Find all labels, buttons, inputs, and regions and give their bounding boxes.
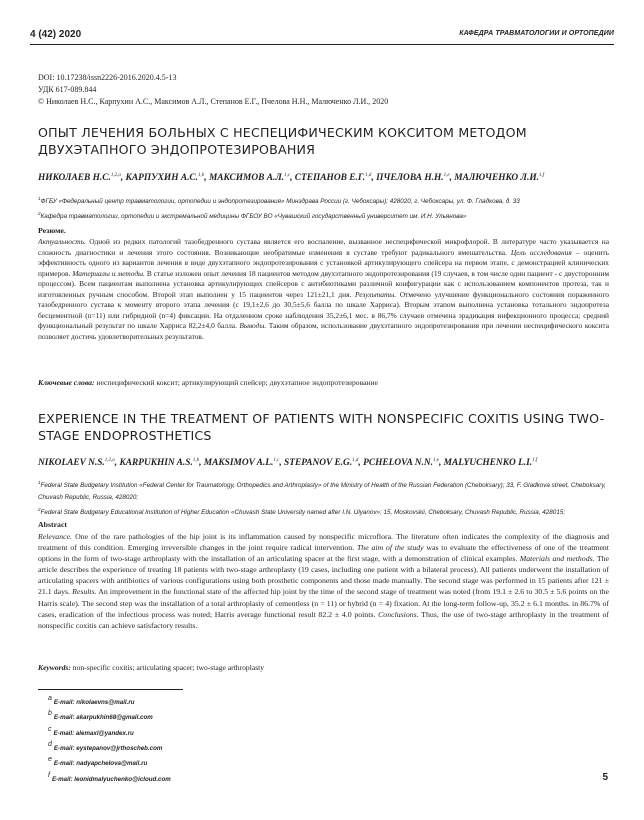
author: MAKSIMOV A.L.$^{1,c}$ xyxy=(203,458,280,469)
footnote-email[interactable]: $^c$E-mail: alemaxl@yandex.ru xyxy=(48,725,134,737)
title-ru: ОПЫТ ЛЕЧЕНИЯ БОЛЬНЫХ С НЕСПЕЦИФИЧЕСКИМ КОКСИТОМ МЕТОДОМ ДВУХЭТАПНОГО ЭНДОПРОТЕЗИРОВАНИЯ xyxy=(38,125,527,157)
title-en: EXPERIENCE IN THE TREATMENT OF PATIENTS WITH NONSPECIFIC COXITIS USING TWO-STAGE ENDOPROSTHETICS xyxy=(38,411,605,443)
affiliation: $^2$Кафедра травматологии, ортопедии и экстремальной медицины ФГБОУ ВО «Чувашский государственный университет им. И.Н. Ульянова» xyxy=(38,211,467,221)
keywords-text-ru: неспецифический коксит; артикулирующий спейсер; двухэтапное эндопротезирование xyxy=(94,378,378,387)
footnote-divider xyxy=(38,689,183,690)
author: МАЛЮЧЕНКО Л.И.$^{1,f}$ xyxy=(454,173,545,184)
abstract-ru: Актуальность. Одной из редких патологий тазобедренного сустава является его воспаление, вызванное неспецифической микрофлорой. В литературе часто указывается на сложность диагностики и лечения этого состояния. Возникающие необратимые изменения в суставе требуют радикального вмешательства. Цель исследования – оценить эффективность одного из вариантов лечения в виде двухэтапного эндопротезирования с установкой артикулирующего спейсера на первом этапе, с демонстрацией клинических примеров. Материалы и методы. В статье изложен опыт лечения 18 пациентов методом двухэтапного эндопротезирования (19 случаев, в том числе один пациент - с двусторонним процессом). Всем пациентам выполнена установка артикулирующих спейсеров с антибиотиками различной конфигурации как с использованием компонентов протеза, так и изготовленных ручным способом. Второй этап выполнен у 15 пациентов через 121±21,1 дня. Результаты. Отмечено улучшение функционального состояния пораженного тазобедренного сустава к моменту второго этапа лечения (с 19,1±2,6 до 30,5±5,6 балла по шкале Харриса). Вторым этапом выполнена установка тотального эндопротеза бесцементной (n=11) или гибридной (n=4) фиксации. На отдаленном сроке наблюдения 35,2±6,1 мес. в 86,7% случаев отмечена эрадикация инфекционного процесса; средний функциональный результат по шкале Харриса 82,2±4,0 балла. Выводы. Таким образом, использование двухэтапного эндопротезирования при лечении неспецифического коксита позволяет достичь удовлетворительных результатов. xyxy=(38,237,609,341)
keywords-ru xyxy=(38,378,609,388)
author: PCHELOVA N.N.$^{1,e}$ xyxy=(363,458,439,469)
author: НИКОЛАЕВ Н.С.$^{1,2,a}$ xyxy=(38,173,121,184)
copyright: © Николаев Н.С., Карпухин А.С., Максимов А.Л., Степанов Е.Г., Пчелова Н.Н., Малюченко Л.И., 2020 xyxy=(38,97,389,106)
footnote-email[interactable]: $^f$E-mail: leonidmalyuchenko@icloud.com xyxy=(48,771,171,783)
keywords-text-en: non-specific coxitis; articulating spacer; two-stage arthroplasty xyxy=(70,663,265,672)
affiliations-en xyxy=(38,477,613,519)
author: КАРПУХИН А.С.$^{1,b}$ xyxy=(125,173,205,184)
author: KARPUKHIN A.S.$^{1,b}$ xyxy=(119,458,200,469)
author: STEPANOV E.G.$^{1,d}$ xyxy=(284,458,359,469)
author: NIKOLAEV N.S.$^{1,2,a}$ xyxy=(38,458,115,469)
page-number: 5 xyxy=(602,772,608,783)
doi[interactable]: DOI: 10.17238/issn2226-2016.2020.4.5-13 xyxy=(38,73,177,82)
header-divider xyxy=(30,44,614,45)
abstract-en: Relevance. One of the rare pathologies of the hip joint is its inflammation caused by nonspecific microflora. The literature often indicates the complexity of the diagnosis and treatment of this condition. Emerging irreversible changes in the joint require radical intervention. The aim of the study was to evaluate the effectiveness of one of the treatment options in the form of two-stage arthroplasty with the installation of an articulating spacer at the first stage, with a demonstration of clinical examples. Materials and methods. The article describes the experience of treating 18 patients with two-stage arthroplasty (19 cases, including one patient with a bilateral process). All patients underwent the installation of articulating spacers with antibiotics of various configurations using both prosthetic components and those made manually. The second stage was performed in 15 patients after 121 ± 21.1 days. Results. An improvement in the functional state of the affected hip joint by the time of the second stage of treatment was noted (from 19.1 ± 2.6 to 30.5 ± 5.6 points on the Harris scale). The second step was the installation of a total arthroplasty of cementless (n = 11) or hybrid (n = 4) fixation. At the long-term follow-up, 35.2 ± 6.1 months. in 86.7% of cases, eradication of the infectious process was noted; Harris average functional result 82.2 ± 4.0 points. Conclusions. Thus, the use of two-stage arthroplasty in the treatment of nonspecific coxitis can achieve satisfactory results. xyxy=(38,532,609,630)
section-title: КАФЕДРА ТРАВМАТОЛОГИИ И ОРТОПЕДИИ xyxy=(459,30,614,37)
keywords-en xyxy=(38,663,609,673)
authors-ru: НИКОЛАЕВ Н.С.$^{1,2,a}$, КАРПУХИН А.С.$^{1,b}$, МАКСИМОВ А.Л.$^{1,c}$, СТЕПАНОВ Е.Г.$^{1,d}$, ПЧЕЛОВА Н.Н.$^{1,e}$, МАЛЮЧЕНКО Л.И.$^{1,f}$ xyxy=(38,173,545,184)
udk: УДК 617-089.844 xyxy=(38,85,97,94)
issue-number: 4 (42) 2020 xyxy=(30,29,82,40)
footnote-email[interactable]: $^d$E-mail: eystepanov@jrthoscheb.com xyxy=(48,741,163,753)
footnote-email[interactable]: $^b$E-mail: akarpukhin68@gmail.com xyxy=(48,710,153,722)
footnote-email[interactable]: $^a$E-mail: nikolaevns@mail.ru xyxy=(48,695,135,707)
abstract-heading-en: Abstract xyxy=(38,520,68,529)
article-meta xyxy=(38,72,388,108)
author: МАКСИМОВ А.Л.$^{1,c}$ xyxy=(208,173,291,184)
affiliations-ru xyxy=(38,193,613,223)
abstract-heading-ru: Резюме. xyxy=(38,226,66,235)
authors-en: NIKOLAEV N.S.$^{1,2,a}$, KARPUKHIN A.S.$^{1,b}$, MAKSIMOV A.L.$^{1,c}$, STEPANOV E.G.$^{1,d}$, PCHELOVA N.N.$^{1,e}$, MALYUCHENKO L.I.$^{1,f}$ xyxy=(38,458,538,469)
affiliation: $^1$ФГБУ «Федеральный центр травматологии, ортопедии и эндопротезирования» Минздрава России (г. Чебоксары); 428020, г. Чебоксары, ул. Ф. Гладкова, д. 33 xyxy=(38,196,520,206)
affiliation: $^1$Federal State Budgetary Institution «Federal Center for Traumatology, Orthopedics and Arthroplasty» of the Ministry of Health of the Russian Federation (Cheboksary); 33, F. Gladkova street, Cheboksary, Chuvash Republic, Russia, 428020; xyxy=(38,480,606,502)
running-header xyxy=(30,29,614,41)
footnotes xyxy=(48,694,171,786)
affiliation: $^2$Federal State Budgetary Educational Institution of Higher Education «Chuvash State University named after I.N. Ulyanov»; 15, Moskovskii, Cheboksary, Chuvash Republic, Russia, 428015; xyxy=(38,507,566,517)
keywords-label-ru: Ключевые слова: xyxy=(38,378,95,387)
author: СТЕПАНОВ Е.Г.$^{1,d}$ xyxy=(294,173,372,184)
author: MALYUCHENKO L.I.$^{1,f}$ xyxy=(443,458,538,469)
author: ПЧЕЛОВА Н.Н.$^{1,e}$ xyxy=(376,173,450,184)
footnote-email[interactable]: $^e$E-mail: nadyapchelova@mail.ru xyxy=(48,756,148,768)
keywords-label-en: Keywords: xyxy=(38,663,71,672)
